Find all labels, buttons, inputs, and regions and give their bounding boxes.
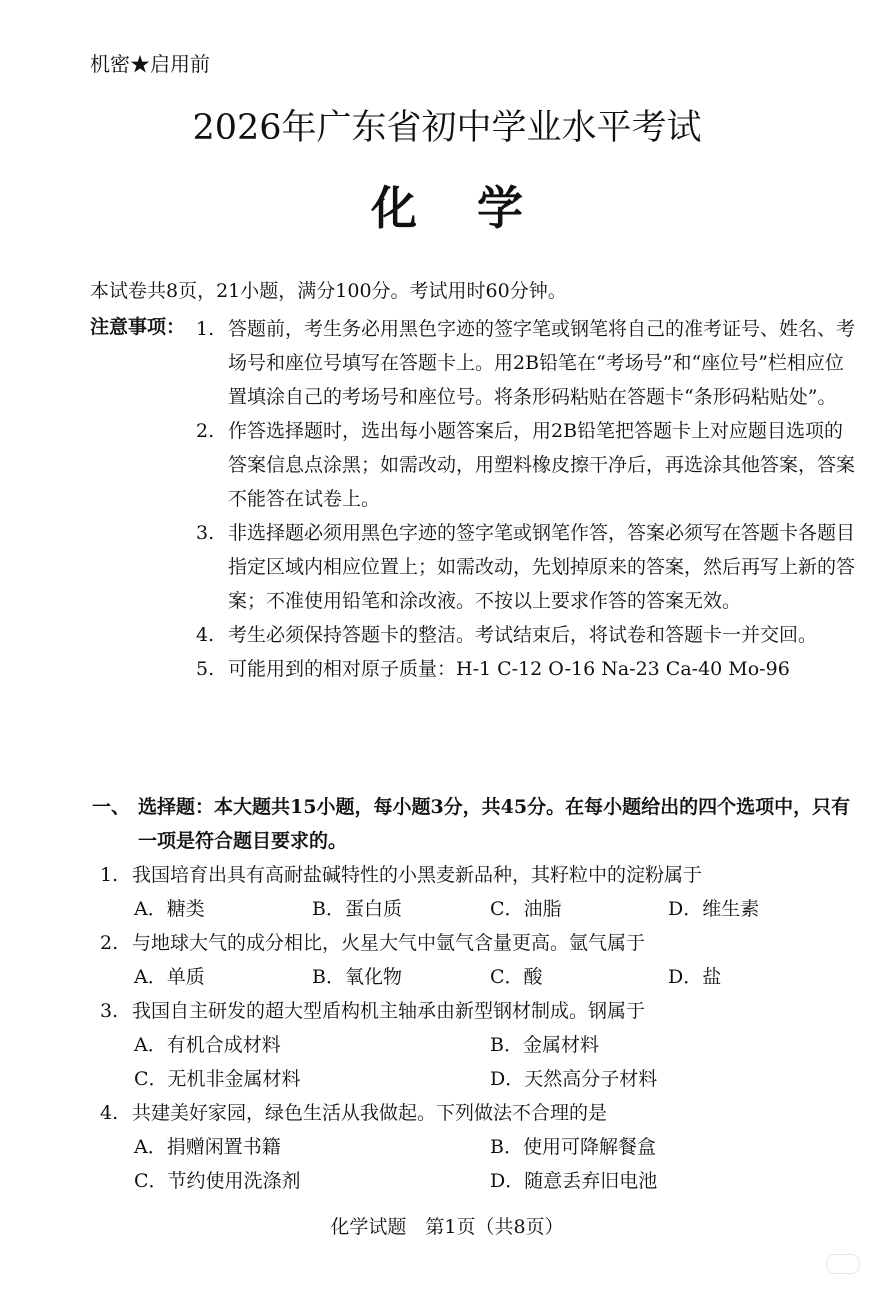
question-number: 2. [100, 932, 119, 954]
notice-label: 注意事项： [90, 316, 186, 338]
section-text: 选择题：本大题共15小题，每小题3分，共45分。在每小题给出的四个选项中，只有一项是符合题目要求的。 [138, 796, 851, 852]
question-stem: 我国培育出具有高耐盐碱特性的小黑麦新品种，其籽粒中的淀粉属于 [132, 864, 703, 886]
option-d: D．随意丢弃旧电池 [490, 1170, 658, 1192]
section-number: 一、 [92, 796, 131, 818]
notice-item [196, 652, 856, 686]
notice-item [196, 516, 856, 618]
exam-intro: 本试卷共8页，21小题，满分100分。考试用时60分钟。 [90, 280, 567, 302]
notice-item-text: 考生必须保持答题卡的整洁。考试结束后，将试卷和答题卡一并交回。 [228, 624, 818, 646]
option-b: B．使用可降解餐盒 [490, 1136, 656, 1158]
option-d: D．盐 [668, 966, 722, 988]
option-a: A．有机合成材料 [134, 1034, 281, 1056]
question-list [100, 858, 860, 1198]
option-d: D．天然高分子材料 [490, 1068, 658, 1090]
option-a: A．糖类 [134, 898, 205, 920]
subject-title: 化学 [371, 181, 583, 235]
notice-list [196, 312, 856, 686]
option-c: C．无机非金属材料 [134, 1068, 301, 1090]
option-c: C．节约使用洗涤剂 [134, 1170, 301, 1192]
question [100, 926, 860, 994]
notice-item-number: 4. [196, 624, 215, 646]
notice-item [196, 312, 856, 414]
page-footer: 化学试题 第1页（共8页） [330, 1216, 564, 1238]
question-number: 3. [100, 1000, 119, 1022]
option-a: A．捐赠闲置书籍 [134, 1136, 281, 1158]
question [100, 858, 860, 926]
question-number: 4. [100, 1102, 119, 1124]
notice-item [196, 618, 856, 652]
question-stem: 我国自主研发的超大型盾构机主轴承由新型钢材制成。钢属于 [132, 1000, 646, 1022]
question [100, 994, 860, 1096]
option-b: B．蛋白质 [312, 898, 402, 920]
option-b: B．氧化物 [312, 966, 402, 988]
notice-item-text: 答题前，考生务必用黑色字迹的签字笔或钢笔将自己的准考证号、姓名、考场号和座位号填写在答题卡上。用2B铅笔在“考场号”和“座位号”栏相应位置填涂自己的考场号和座位号。将条形码粘贴在答题卡“条形码粘贴处”。 [228, 318, 856, 408]
option-b: B．金属材料 [490, 1034, 599, 1056]
notice-item-number: 3. [196, 522, 215, 544]
question-options [100, 1028, 860, 1096]
question-options [100, 960, 860, 994]
watermark-logo [826, 1254, 860, 1274]
notice-item-text: 可能用到的相对原子质量：H-1 C-12 O-16 Na-23 Ca-40 Mo-96 [228, 658, 790, 680]
notice-item-text: 作答选择题时，选出每小题答案后，用2B铅笔把答题卡上对应题目选项的答案信息点涂黑；如需改动，用塑料橡皮擦干净后，再选涂其他答案，答案不能答在试卷上。 [228, 420, 856, 510]
option-d: D．维生素 [668, 898, 760, 920]
notice-item [196, 414, 856, 516]
question [100, 1096, 860, 1198]
notice-item-text: 非选择题必须用黑色字迹的签字笔或钢笔作答，答案必须写在答题卡各题目指定区域内相应位置上；如需改动，先划掉原来的答案，然后再写上新的答案；不准使用铅笔和涂改液。不按以上要求作答的答案无效。 [228, 522, 856, 612]
option-c: C．油脂 [490, 898, 562, 920]
question-stem: 共建美好家园，绿色生活从我做起。下列做法不合理的是 [132, 1102, 608, 1124]
notice-item-number: 5. [196, 658, 215, 680]
confidential-mark: 机密★启用前 [90, 52, 210, 76]
option-c: C．酸 [490, 966, 543, 988]
question-stem: 与地球大气的成分相比，火星大气中氩气含量更高。氩气属于 [132, 932, 646, 954]
question-options [100, 892, 860, 926]
notice-item-number: 1. [196, 318, 215, 340]
notice-item-number: 2. [196, 420, 215, 442]
question-options [100, 1130, 860, 1198]
option-a: A．单质 [134, 966, 205, 988]
question-number: 1. [100, 864, 119, 886]
section-heading [92, 790, 856, 858]
exam-title: 2026年广东省初中学业水平考试 [192, 108, 702, 148]
